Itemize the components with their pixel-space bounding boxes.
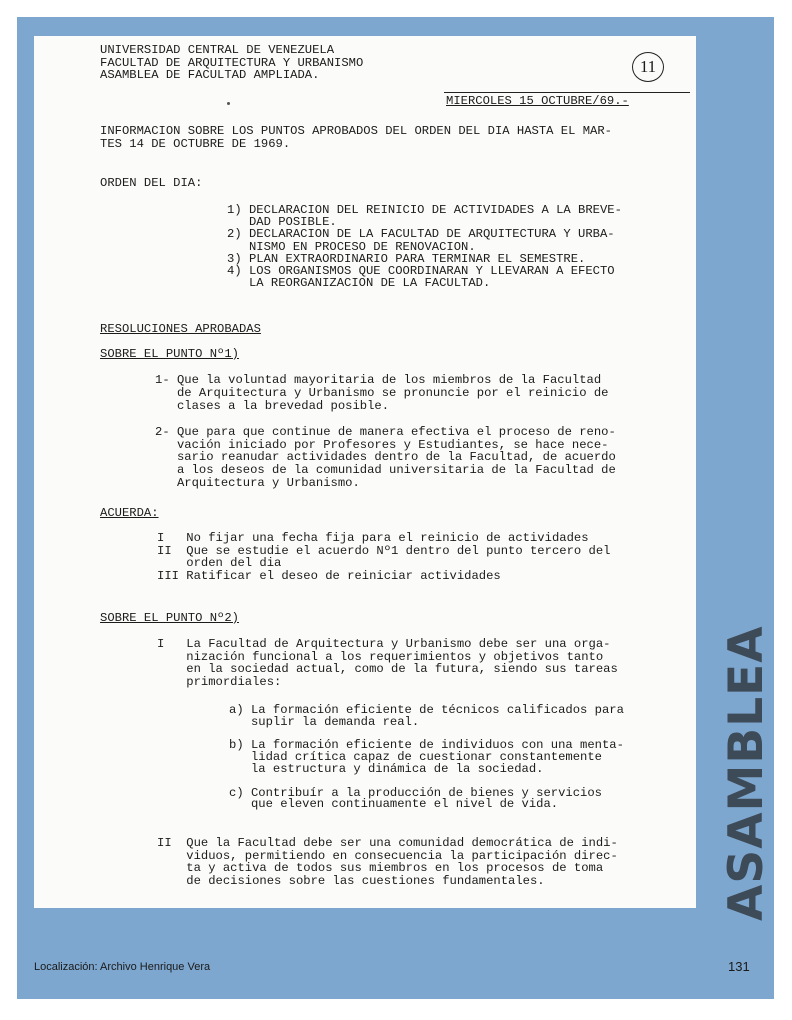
doc-line-punto2-subitems: la estructura y dinámica de la sociedad. [229, 762, 544, 776]
doc-line-punto2-subitems: c) Contribuír a la producción de bienes y servicios [229, 785, 602, 800]
doc-line-punto2-item2: de decisiones sobre las cuestiones fundamentales. [157, 874, 545, 889]
doc-line-acuerda-items: II Que se estudie el acuerdo Nº1 dentro del punto tercero del [157, 543, 611, 558]
doc-line-punto1-items: 2- Que para que continue de manera efectiva el proceso de reno- [155, 424, 616, 439]
doc-line-punto1-items: 1- Que la voluntad mayoritaria de los miembros de la Facultad [155, 373, 602, 387]
doc-line-acuerda-items: III Ratificar el deseo de reiniciar actividades [157, 568, 501, 583]
doc-line-header: ASAMBLEA DE FACULTAD AMPLIADA. [100, 68, 320, 82]
doc-line-punto2-item1: I La Facultad de Arquitectura y Urbanismo debe ser una orga- [157, 637, 611, 651]
doc-line-punto2-subitems: suplir la demanda real. [229, 714, 420, 729]
page-mark-circle: 11 [632, 52, 664, 82]
doc-line-orden-items: 3) PLAN EXTRAORDINARIO PARA TERMINAR EL SEMESTRE. [227, 251, 586, 266]
doc-line-intro: INFORMACION SOBRE LOS PUNTOS APROBADOS DEL ORDEN DEL DIA HASTA EL MAR- [100, 124, 612, 138]
doc-line-orden-items: LA REORGANIZACION DE LA FACULTAD. [227, 276, 491, 291]
doc-line-punto2-item1: nización funcional a los requerimientos y objetivos tanto [157, 649, 604, 664]
doc-line-orden-items: 2) DECLARACION DE LA FACULTAD DE ARQUITECTURA Y URBA- [227, 227, 615, 242]
doc-line-punto2-subitems: a) La formación eficiente de técnicos calificados para [229, 703, 624, 717]
doc-line-punto2-item2: II Que la Facultad debe ser una comunidad democrática de indi- [157, 836, 618, 850]
side-label: ASAMBLEA [719, 625, 774, 921]
doc-line-punto1-items: clases a la brevedad posible. [155, 398, 390, 413]
doc-line-punto2-item2: ta y activa de todos sus miembros en los procesos de toma [157, 861, 604, 876]
doc-line-punto1-items: Arquitectura y Urbanismo. [155, 476, 360, 491]
doc-line-punto2-item1: en la sociedad actual, como de la futura, siendo sus tareas [157, 662, 618, 677]
doc-line-punto2-subitems: b) La formación eficiente de individuos con una menta- [229, 738, 624, 753]
doc-line-punto1-items: de Arquitectura y Urbanismo se pronuncie por el reinicio de [155, 385, 609, 400]
doc-line-header: FACULTAD DE ARQUITECTURA Y URBANISMO [100, 55, 364, 70]
doc-line-orden-items: 4) LOS ORGANISMOS QUE COORDINARAN Y LLEVARAN A EFECTO [227, 264, 615, 278]
doc-line-intro: TES 14 DE OCTUBRE DE 1969. [100, 136, 291, 151]
doc-line-acuerda-items: orden del dia [157, 556, 282, 570]
doc-line-orden-title: ORDEN DEL DIA: [100, 176, 203, 190]
doc-line-acuerda-title: ACUERDA: [100, 506, 159, 520]
doc-line-resoluciones-title: RESOLUCIONES APROBADAS [100, 322, 261, 336]
doc-line-punto1-items: a los deseos de la comunidad universitaria de la Facultad de [155, 463, 616, 478]
page-number: 131 [728, 959, 750, 974]
doc-line-punto2-subitems: que eleven continuamente el nivel de vida. [229, 797, 559, 812]
doc-line-orden-items: NISMO EN PROCESO DE RENOVACION. [227, 239, 476, 254]
doc-line-punto1-items: sario reanudar actividades dentro de la Facultad, de acuerdo [155, 450, 616, 465]
scanned-document [34, 36, 696, 908]
doc-line-orden-items: 1) DECLARACION DEL REINICIO DE ACTIVIDADES A LA BREVE- [227, 203, 622, 217]
doc-line-acuerda-items: I No fijar una fecha fija para el reinicio de actividades [157, 531, 589, 545]
doc-line-orden-items: DAD POSIBLE. [227, 215, 337, 230]
doc-line-punto1-title: SOBRE EL PUNTO Nº1) [100, 347, 239, 361]
doc-line-date: MIERCOLES 15 OCTUBRE/69.- [446, 94, 629, 108]
doc-line-punto2-item1: primordiales: [157, 675, 282, 690]
doc-line-punto2-subitems: lidad crítica capaz de cuestionar constantemente [229, 750, 602, 765]
source-caption: Localización: Archivo Henrique Vera [34, 961, 211, 973]
doc-line-punto1-items: vación iniciado por Profesores y Estudiantes, se hace nece- [155, 437, 609, 452]
doc-line-header: UNIVERSIDAD CENTRAL DE VENEZUELA [100, 43, 335, 57]
ink-speck [227, 102, 230, 105]
doc-line-punto2-title: SOBRE EL PUNTO Nº2) [100, 611, 239, 625]
date-overline [444, 92, 690, 93]
doc-line-punto2-item2: viduos, permitiendo en consecuencia la participación direc- [157, 848, 618, 863]
